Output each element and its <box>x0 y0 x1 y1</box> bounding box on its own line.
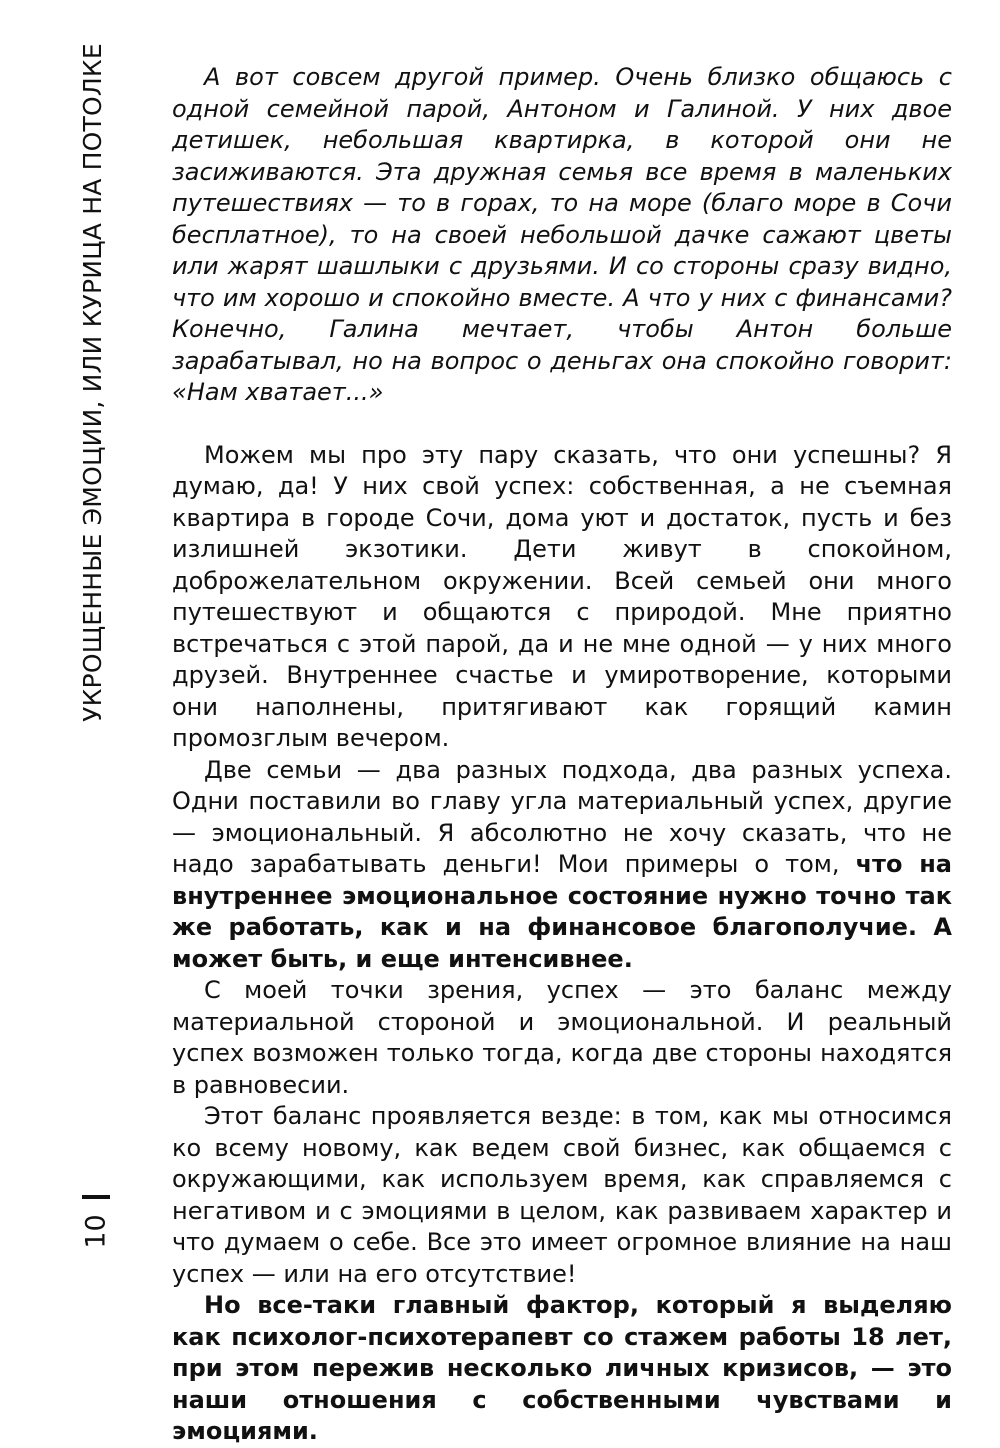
running-head <box>62 42 122 722</box>
paragraph-6-text: Но все-таки главный фактор, который я выделяю как психолог-психотерапевт со стажем работы 18 лет, при этом пережив несколько личных кризисов, — это наши отношения с собственными чувствами и эмоциями. <box>172 1291 952 1445</box>
paragraph-5 <box>172 1101 952 1290</box>
paragraph-3 <box>172 755 952 976</box>
page-number <box>72 1205 120 1257</box>
paragraph-gap <box>172 409 952 440</box>
paragraph-3-bold-text: что на внутреннее эмоциональное состояние нужно точно так же работать, как и на финансовое благополучие. А может быть, и еще интенсивнее. <box>172 850 952 973</box>
paragraph-6-bold <box>172 1290 952 1448</box>
paragraph-3-text: Две семьи — два разных подхода, два разных успеха. Одни поставили во главу угла материальный успех, другие — эмоциональный. Я абсолютно не хочу сказать, что не надо зарабатывать деньги! Мои примеры о том, <box>172 755 952 878</box>
paragraph-2 <box>172 440 952 755</box>
paragraph-4 <box>172 975 952 1101</box>
paragraph-5-text: Этот баланс проявляется везде: в том, как мы относимся ко всему новому, как ведем свой бизнес, как общаемся с окружающими, как используем время, как справляемся с негативом и с эмоциями в целом, как развиваем характер и что думаем о себе. Все это имеет огромное влияние на наш успех — или на его отсутствие! <box>172 1102 952 1288</box>
running-head-text: УКРОЩЕННЫЕ ЭМОЦИИ, ИЛИ КУРИЦА НА ПОТОЛКЕ <box>77 42 107 722</box>
page-number-text: 10 <box>80 1213 112 1249</box>
paragraph-1-text: А вот совсем другой пример. Очень близко общаюсь с одной семейной парой, Антоном и Галиной. У них двое детишек, небольшая квартирка, в которой они не засиживаются. Эта дружная семья все время в маленьких путешествиях — то в горах, то на море (благо море в Сочи бесплатное), то на своей небольшой дачке сажают цветы или жарят шашлыки с друзьями. И со стороны сразу видно, что им хорошо и спокойно вместе. А что у них с финансами? Конечно, Галина мечтает, чтобы Антон больше зарабатывал, но на вопрос о деньгах она спокойно говорит: «Нам хватает...» <box>172 63 952 406</box>
paragraph-1-italic-example <box>172 62 952 409</box>
paragraph-4-text: С моей точки зрения, успех — это баланс между материальной стороной и эмоциональной. И реальный успех возможен только тогда, когда две стороны находятся в равновесии. <box>172 976 952 1099</box>
paragraph-2-text: Можем мы про эту пару сказать, что они успешны? Я думаю, да! У них свой успех: собственная, а не съемная квартира в городе Сочи, дома уют и достаток, пусть и без излишней экзотики. Дети живут в спокойном, доброжелательном окружении. Всей семьей они много путешествуют и общаются с природой. Мне приятно встречаться с этой парой, да и не мне одной — у них много друзей. Внутреннее счастье и умиротворение, которыми они наполнены, притягивают как горящий камин промозглым вечером. <box>172 440 952 752</box>
text-column <box>172 62 952 1448</box>
folio-rule <box>82 1195 110 1199</box>
